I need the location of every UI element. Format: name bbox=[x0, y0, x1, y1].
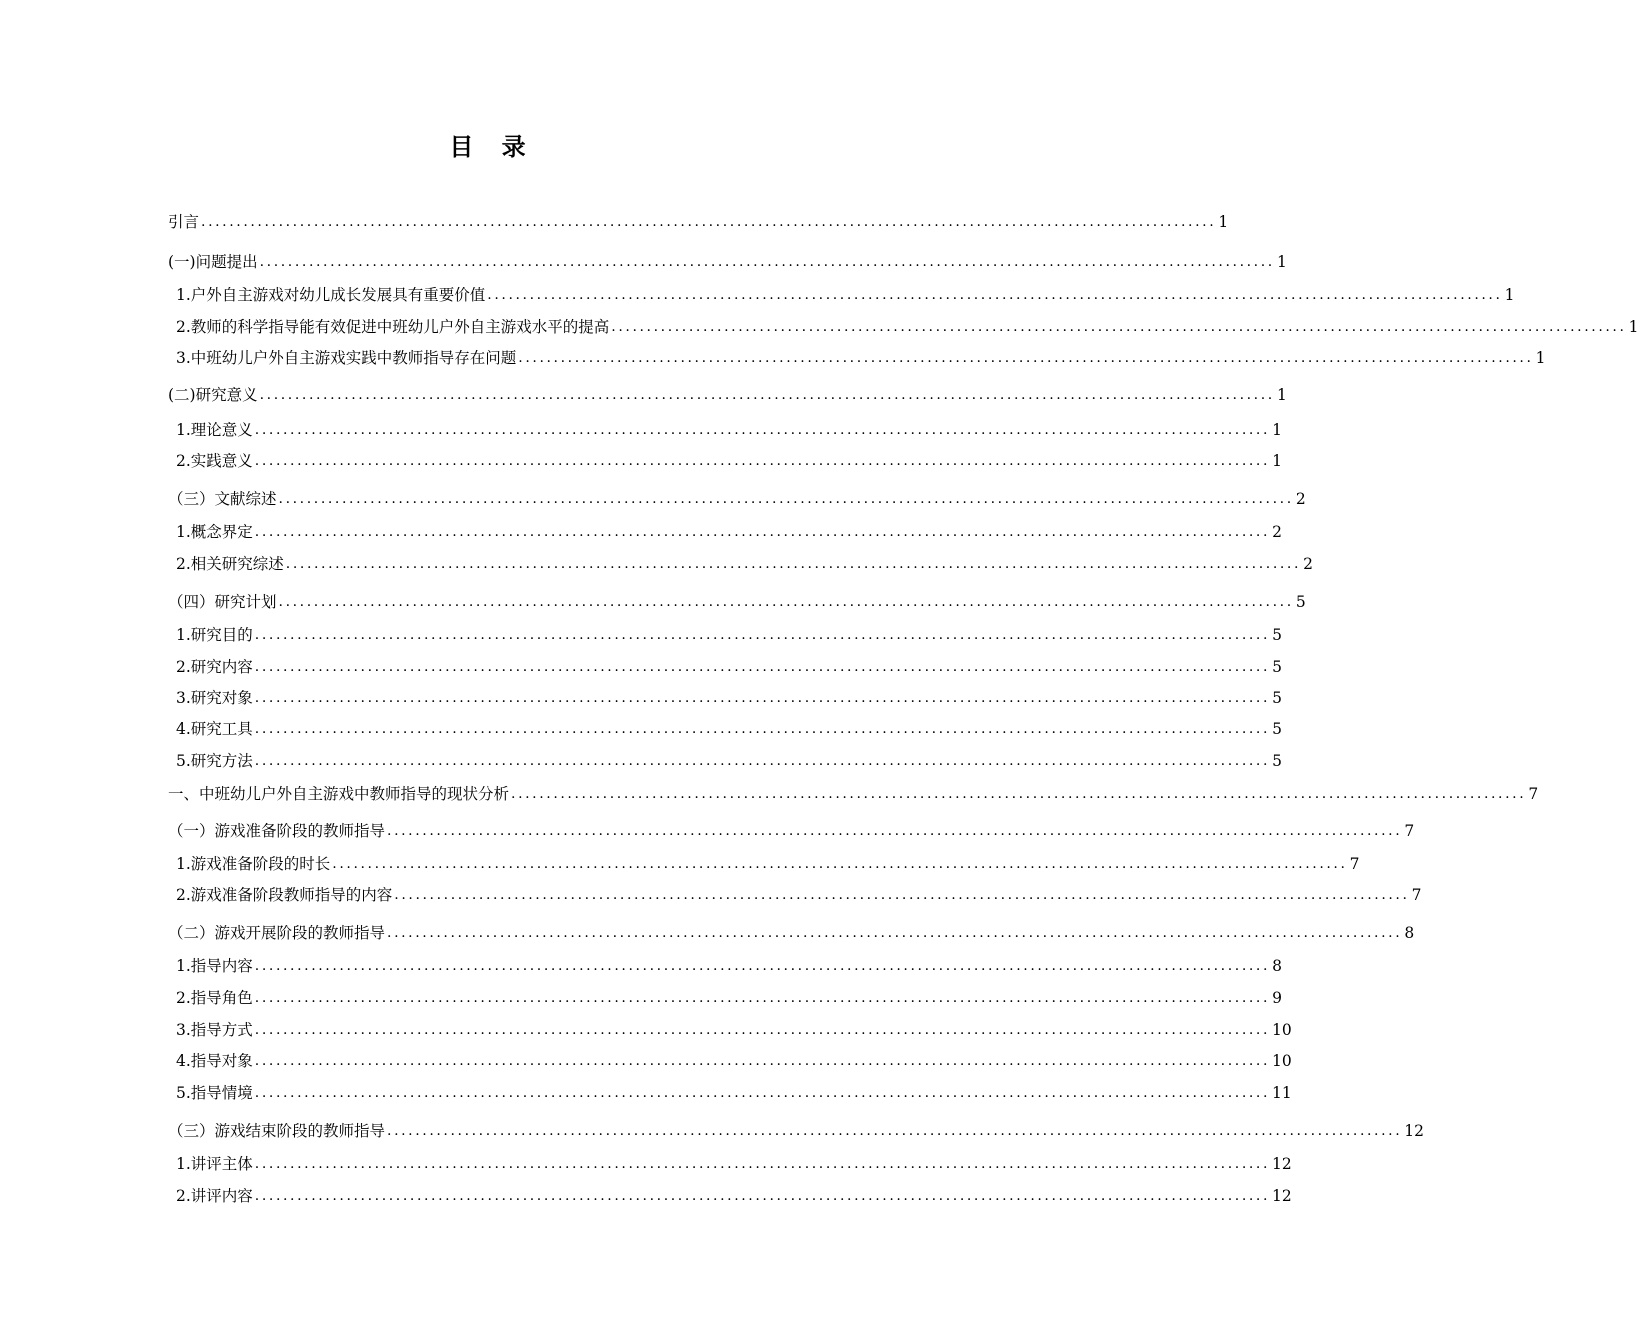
toc-entry[interactable] bbox=[176, 283, 1515, 307]
toc-page-number: 5 bbox=[1272, 626, 1283, 644]
toc-entry-label: 2.讲评内容 bbox=[176, 1187, 253, 1205]
toc-entry-label: 4.指导对象 bbox=[176, 1052, 253, 1070]
toc-page-number: 7 bbox=[1528, 785, 1539, 803]
toc-entry-label: 2.教师的科学指导能有效促进中班幼儿户外自主游戏水平的提高 bbox=[176, 318, 610, 336]
toc-dot-leader: ................................................................................................................................................ bbox=[487, 287, 1503, 303]
toc-entry[interactable] bbox=[176, 520, 1283, 544]
toc-page-number: 12 bbox=[1272, 1155, 1292, 1173]
toc-page-number: 10 bbox=[1272, 1052, 1292, 1070]
toc-entry-label: 1.研究目的 bbox=[176, 626, 253, 644]
toc-entry-label: 1.指导内容 bbox=[176, 957, 253, 975]
toc-entry-label: 3.指导方式 bbox=[176, 1021, 253, 1039]
toc-entry-label: 引言 bbox=[168, 213, 200, 231]
toc-page-number: 5 bbox=[1272, 720, 1283, 738]
toc-page-number: 1 bbox=[1272, 452, 1283, 470]
toc-page-number: 2 bbox=[1295, 490, 1306, 508]
toc-dot-leader: ................................................................................................................................................ bbox=[387, 823, 1403, 839]
toc-page-number: 1 bbox=[1276, 386, 1287, 404]
toc-dot-leader: ................................................................................................................................................ bbox=[254, 1053, 1271, 1069]
toc-page-number: 2 bbox=[1272, 523, 1283, 541]
toc-page-number: 5 bbox=[1272, 658, 1283, 676]
toc-entry[interactable] bbox=[176, 1184, 1292, 1208]
toc-entry[interactable] bbox=[176, 686, 1283, 710]
toc-entry-label: （一）游戏准备阶段的教师指导 bbox=[168, 822, 386, 840]
toc-entry[interactable] bbox=[176, 1049, 1292, 1073]
toc-entry[interactable] bbox=[168, 383, 1287, 407]
toc-page-number: 8 bbox=[1272, 957, 1283, 975]
toc-dot-leader: ................................................................................................................................................ bbox=[254, 422, 1271, 438]
toc-page-number: 1 bbox=[1628, 318, 1639, 336]
toc-entry-label: 2.实践意义 bbox=[176, 452, 253, 470]
toc-entry-label: （三）文献综述 bbox=[168, 490, 277, 508]
toc-page-number: 1 bbox=[1504, 286, 1515, 304]
toc-dot-leader: ................................................................................................................................................ bbox=[611, 319, 1627, 335]
toc-entry-label: （三）游戏结束阶段的教师指导 bbox=[168, 1122, 386, 1140]
toc-entry-label: 2.游戏准备阶段教师指导的内容 bbox=[176, 886, 393, 904]
toc-entry-label: 1.理论意义 bbox=[176, 421, 253, 439]
toc-entry[interactable] bbox=[168, 487, 1306, 511]
toc-entry-label: (二)研究意义 bbox=[168, 386, 258, 404]
toc-page-number: 5 bbox=[1272, 752, 1283, 770]
toc-entry[interactable] bbox=[176, 1018, 1292, 1042]
toc-entry[interactable] bbox=[176, 717, 1283, 741]
toc-entry-label: 2.研究内容 bbox=[176, 658, 253, 676]
toc-dot-leader: ................................................................................................................................................ bbox=[254, 1022, 1271, 1038]
toc-dot-leader: ................................................................................................................................................ bbox=[254, 453, 1271, 469]
toc-dot-leader: ................................................................................................................................................ bbox=[254, 659, 1271, 675]
toc-entry[interactable] bbox=[168, 210, 1229, 234]
toc-entry[interactable] bbox=[176, 623, 1283, 647]
toc-entry[interactable] bbox=[176, 418, 1283, 442]
toc-dot-leader: ................................................................................................................................................ bbox=[518, 350, 1534, 366]
toc-entry[interactable] bbox=[176, 852, 1360, 876]
toc-dot-leader: ................................................................................................................................................ bbox=[259, 254, 1275, 270]
toc-dot-leader: ................................................................................................................................................ bbox=[254, 990, 1271, 1006]
toc-dot-leader: ................................................................................................................................................ bbox=[387, 925, 1403, 941]
toc-entry[interactable] bbox=[168, 782, 1539, 806]
toc-dot-leader: ................................................................................................................................................ bbox=[254, 690, 1271, 706]
toc-entry-label: 4.研究工具 bbox=[176, 720, 253, 738]
toc-page-number: 5 bbox=[1272, 689, 1283, 707]
toc-entry-label: （四）研究计划 bbox=[168, 593, 277, 611]
toc-entry[interactable] bbox=[176, 655, 1283, 679]
toc-entry-label: 1.户外自主游戏对幼儿成长发展具有重要价值 bbox=[176, 286, 486, 304]
toc-entry-label: （二）游戏开展阶段的教师指导 bbox=[168, 924, 386, 942]
toc-page-number: 7 bbox=[1411, 886, 1422, 904]
toc-page-number: 1 bbox=[1535, 349, 1546, 367]
toc-dot-leader: ................................................................................................................................................ bbox=[254, 958, 1271, 974]
toc-page-number: 5 bbox=[1295, 593, 1306, 611]
toc-entry-label: 3.研究对象 bbox=[176, 689, 253, 707]
toc-entry[interactable] bbox=[176, 1081, 1292, 1105]
toc-dot-leader: ................................................................................................................................................ bbox=[332, 856, 1348, 872]
toc-entry[interactable] bbox=[168, 819, 1415, 843]
toc-page-number: 12 bbox=[1272, 1187, 1292, 1205]
toc-dot-leader: ................................................................................................................................................ bbox=[254, 721, 1271, 737]
toc-entry[interactable] bbox=[176, 346, 1546, 370]
toc-dot-leader: ................................................................................................................................................ bbox=[254, 1085, 1271, 1101]
toc-dot-leader: ................................................................................................................................................ bbox=[511, 786, 1527, 802]
toc-entry-label: 1.游戏准备阶段的时长 bbox=[176, 855, 331, 873]
toc-entry[interactable] bbox=[168, 1119, 1424, 1143]
toc-dot-leader: ................................................................................................................................................ bbox=[254, 1156, 1271, 1172]
toc-entry[interactable] bbox=[176, 552, 1314, 576]
toc-entry-label: 2.相关研究综述 bbox=[176, 555, 284, 573]
toc-entry-label: 3.中班幼儿户外自主游戏实践中教师指导存在问题 bbox=[176, 349, 517, 367]
toc-dot-leader: ................................................................................................................................................ bbox=[278, 594, 1294, 610]
page-title: 目 录 bbox=[449, 133, 536, 161]
toc-entry[interactable] bbox=[168, 921, 1415, 945]
toc-dot-leader: ................................................................................................................................................ bbox=[394, 887, 1410, 903]
toc-page-number: 8 bbox=[1404, 924, 1415, 942]
toc-dot-leader: ................................................................................................................................................ bbox=[259, 387, 1275, 403]
toc-entry[interactable] bbox=[168, 250, 1287, 274]
toc-entry-label: 1.讲评主体 bbox=[176, 1155, 253, 1173]
toc-entry[interactable] bbox=[176, 986, 1283, 1010]
toc-entry[interactable] bbox=[176, 449, 1283, 473]
toc-page-number: 10 bbox=[1272, 1021, 1292, 1039]
toc-dot-leader: ................................................................................................................................................ bbox=[201, 214, 1217, 230]
toc-dot-leader: ................................................................................................................................................ bbox=[254, 1188, 1271, 1204]
toc-page-number: 1 bbox=[1218, 213, 1229, 231]
toc-dot-leader: ................................................................................................................................................ bbox=[278, 491, 1294, 507]
toc-entry-label: (一)问题提出 bbox=[168, 253, 258, 271]
toc-page-number: 9 bbox=[1272, 989, 1283, 1007]
toc-page-number: 2 bbox=[1303, 555, 1314, 573]
toc-page-number: 12 bbox=[1404, 1122, 1424, 1140]
toc-page-number: 11 bbox=[1272, 1084, 1292, 1102]
toc-dot-leader: ................................................................................................................................................ bbox=[285, 556, 1302, 572]
toc-entry-label: 5.研究方法 bbox=[176, 752, 253, 770]
toc-dot-leader: ................................................................................................................................................ bbox=[387, 1123, 1403, 1139]
toc-dot-leader: ................................................................................................................................................ bbox=[254, 753, 1271, 769]
toc-entry[interactable] bbox=[176, 883, 1422, 907]
toc-entry[interactable] bbox=[176, 1152, 1292, 1176]
toc-entry[interactable] bbox=[176, 749, 1283, 773]
toc-page-number: 7 bbox=[1349, 855, 1360, 873]
toc-entry[interactable] bbox=[168, 590, 1306, 614]
toc-entry-label: 1.概念界定 bbox=[176, 523, 253, 541]
toc-page-number: 1 bbox=[1272, 421, 1283, 439]
toc-dot-leader: ................................................................................................................................................ bbox=[254, 627, 1271, 643]
toc-page-number: 7 bbox=[1404, 822, 1415, 840]
toc-dot-leader: ................................................................................................................................................ bbox=[254, 524, 1271, 540]
toc-entry-label: 一、中班幼儿户外自主游戏中教师指导的现状分析 bbox=[168, 785, 510, 803]
toc-entry-label: 2.指导角色 bbox=[176, 989, 253, 1007]
toc-entry-label: 5.指导情境 bbox=[176, 1084, 253, 1102]
toc-entry[interactable] bbox=[176, 315, 1639, 339]
toc-page-number: 1 bbox=[1276, 253, 1287, 271]
toc-entry[interactable] bbox=[176, 954, 1283, 978]
